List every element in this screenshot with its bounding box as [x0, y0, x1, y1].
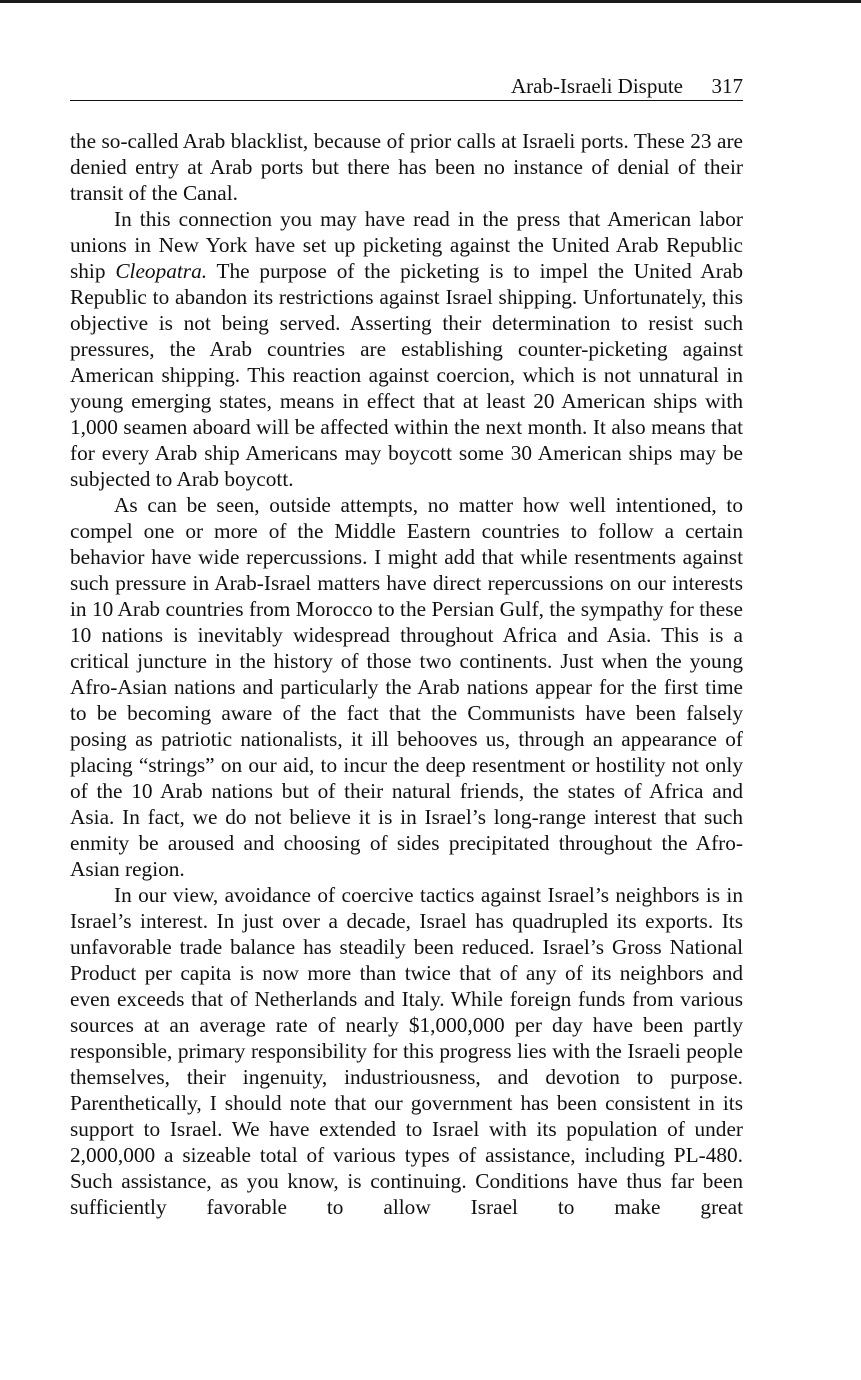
paragraph-continued: the so-called Arab blacklist, because of prior calls at Israeli ports. These 23 are denied entry at Arab ports but there has been no instance of denial of their transit of the Canal. [70, 129, 743, 205]
paragraph-cleopatra [70, 206, 743, 492]
page-top-edge [0, 0, 861, 3]
ship-name: Cleopatra. [115, 259, 208, 283]
page-number: 317 [711, 74, 743, 98]
body-text [70, 128, 743, 1220]
page-header [70, 74, 743, 101]
paragraph-text: In this connection you may have read in the press that American labor unions in New York have set up picketing against the United Arab Republic ship [70, 207, 743, 283]
paragraph-repercussions: As can be seen, outside attempts, no matter how well intentioned, to compel one or more of the Middle Eastern countries to follow a certain behavior have wide repercussions. I might add that while resentments against such pressure in Arab-Israel matters have direct repercussions on our interests in 10 Arab countries from Morocco to the Persian Gulf, the sympathy for these 10 nations is inevitably widespread throughout Africa and Asia. This is a critical juncture in the history of those two continents. Just when the young Afro-Asian nations and particularly the Arab nations appear for the first time to be becoming aware of the fact that the Communists have been falsely posing as patriotic nationalists, it ill behooves us, through an appearance of placing “strings” on our aid, to incur the deep resentment or hostility not only of the 10 Arab nations but of their natural friends, the states of Africa and Asia. In fact, we do not believe it is in Israel’s long-range interest that such enmity be aroused and choosing of sides precipitated throughout the Afro-Asian region. [70, 493, 743, 881]
paragraph-text: The purpose of the picketing is to impel the United Arab Republic to abandon its restrictions against Israel shipping. Unfortunately, this objective is not being served. Asserting their determination to resist such pressures, the Arab countries are establishing counter-picketing against American shipping. This reaction against coercion, which is not unnatural in young emerging states, means in effect that at least 20 American ships with 1,000 seamen aboard will be affected within the next month. It also means that for every Arab ship Americans may boycott some 30 American ships may be subjected to Arab boycott. [70, 259, 743, 491]
running-head: Arab-Israeli Dispute [510, 74, 683, 98]
paragraph-coercive-tactics: In our view, avoidance of coercive tactics against Israel’s neighbors is in Israel’s interest. In just over a decade, Israel has quadrupled its exports. Its unfavorable trade balance has steadily been reduced. Israel’s Gross National Product per capita is now more than twice that of any of its neighbors and even exceeds that of Netherlands and Italy. While foreign funds from various sources at an average rate of nearly $1,000,000 per day have been partly responsible, primary responsibility for this progress lies with the Israeli people themselves, their ingenuity, industriousness, and devotion to purpose. Parenthetically, I should note that our government has been consistent in its support to Israel. We have extended to Israel with its population of under 2,000,000 a sizeable total of various types of assistance, including PL-480. Such assistance, as you know, is continuing. Conditions have thus far been sufficiently favorable to allow Israel to make great [70, 883, 743, 1219]
